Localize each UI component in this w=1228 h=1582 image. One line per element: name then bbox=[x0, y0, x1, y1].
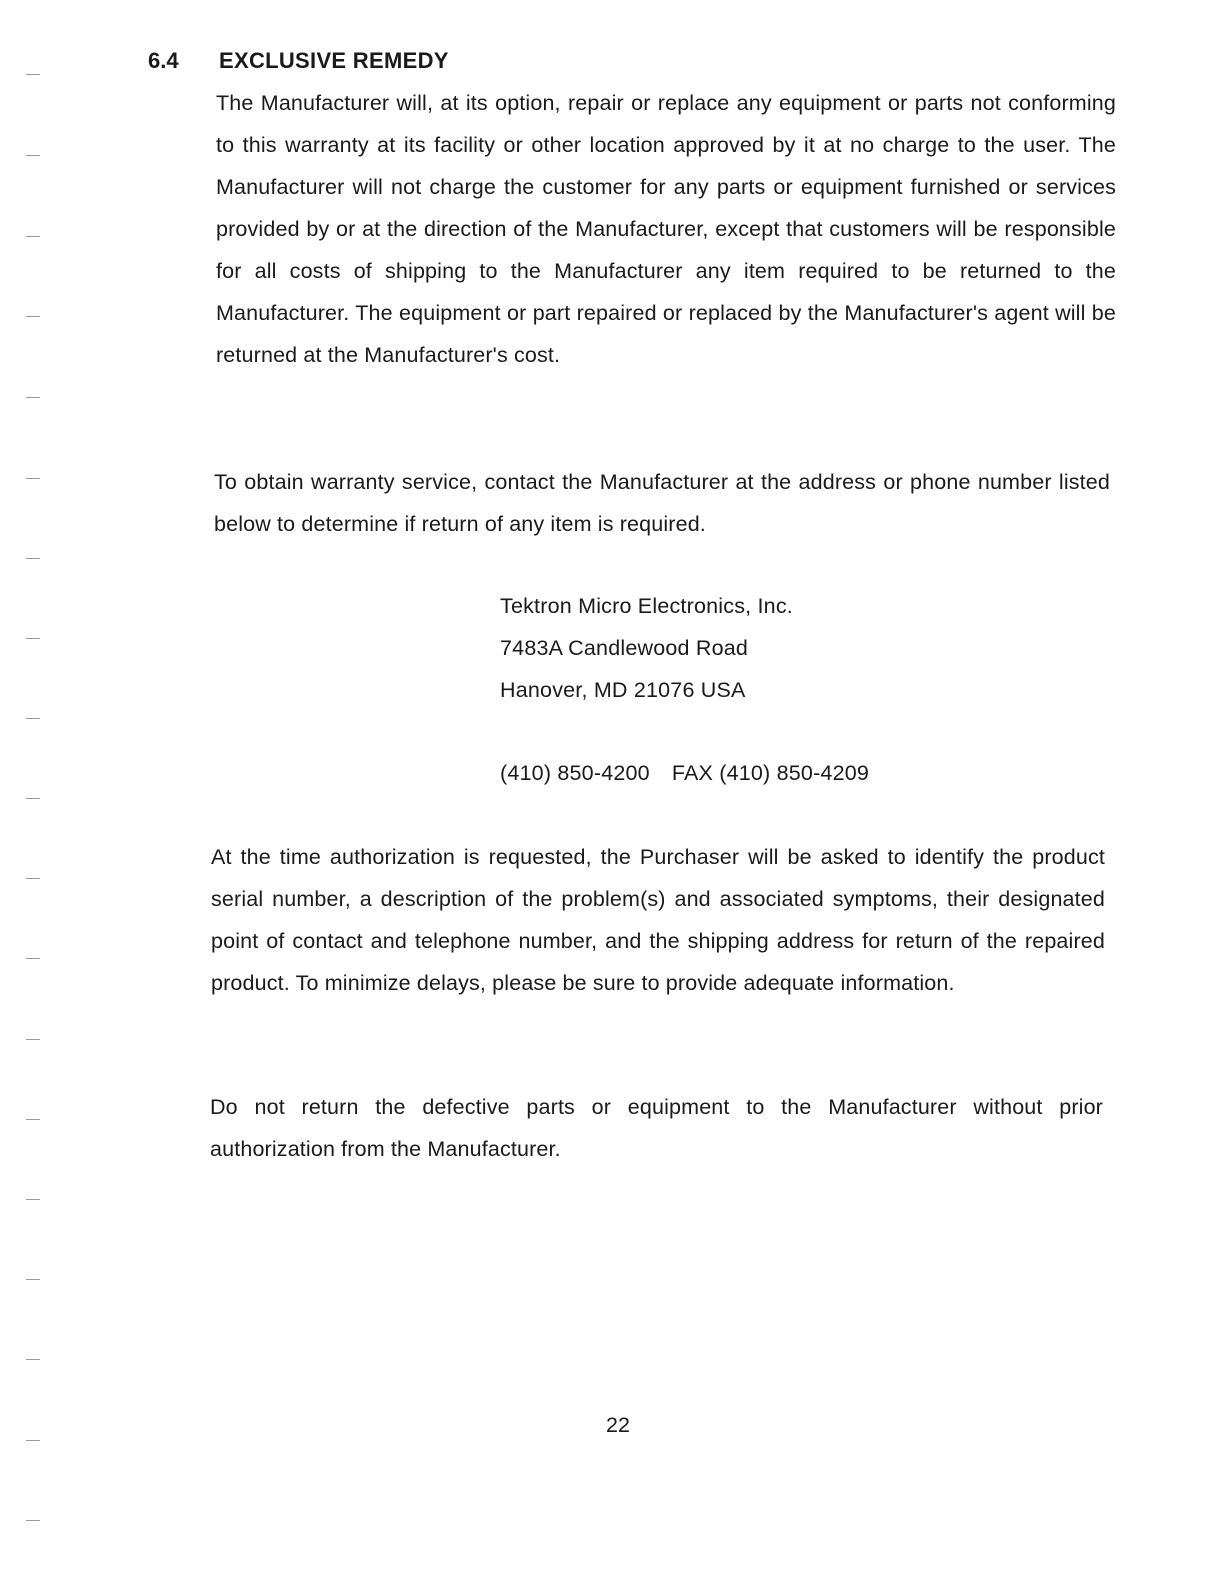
contact-numbers bbox=[500, 761, 869, 786]
margin-mark bbox=[26, 1279, 40, 1280]
paragraph-do-not-return: Do not return the defective parts or equipment to the Manufacturer without prior authorization from the Manufacturer. bbox=[210, 1095, 1103, 1161]
margin-mark bbox=[26, 798, 40, 799]
address-street: 7483A Candlewood Road bbox=[500, 636, 749, 660]
phone-number: (410) 850-4200 bbox=[500, 761, 650, 785]
paragraph-authorization: At the time authorization is requested, the Purchaser will be asked to identify the product serial number, a description of the problem(s) and associated symptoms, their designated point of contact and telephone number, and the shipping address for return of the repaired product. To minimize delays, please be sure to provide adequate information. bbox=[211, 845, 1105, 995]
section-number: 6.4 bbox=[148, 48, 179, 73]
paragraph-exclusive-remedy: The Manufacturer will, at its option, repair or replace any equipment or parts not conforming to this warranty at its facility or other location approved by it at no charge to the user. The Manufacturer will not charge the customer for any parts or equipment furnished or services provided by or at the direction of the Manufacturer, except that customers will be responsible for all costs of shipping to the Manufacturer any item required to be returned to the Manufacturer. The equipment or part repaired or replaced by the Manufacturer's agent will be returned at the Manufacturer's cost. bbox=[216, 91, 1116, 367]
margin-mark bbox=[26, 878, 40, 879]
margin-mark bbox=[26, 155, 40, 156]
margin-mark bbox=[26, 478, 40, 479]
address-company: Tektron Micro Electronics, Inc. bbox=[500, 594, 793, 618]
margin-mark bbox=[26, 1199, 40, 1200]
margin-mark bbox=[26, 638, 40, 639]
section-title: EXCLUSIVE REMEDY bbox=[219, 48, 449, 73]
margin-mark bbox=[26, 74, 40, 75]
margin-mark bbox=[26, 397, 40, 398]
margin-mark bbox=[26, 1440, 40, 1441]
margin-mark bbox=[26, 958, 40, 959]
margin-mark bbox=[26, 236, 40, 237]
margin-mark bbox=[26, 1520, 40, 1521]
paragraph-warranty-service: To obtain warranty service, contact the Manufacturer at the address or phone number listed below to determine if return of any item is required. bbox=[214, 470, 1110, 536]
page-number: 22 bbox=[606, 1413, 630, 1437]
margin-mark bbox=[26, 558, 40, 559]
fax-number: FAX (410) 850-4209 bbox=[671, 761, 870, 785]
margin-mark bbox=[26, 316, 40, 317]
margin-mark bbox=[26, 1119, 40, 1120]
address-city-state-zip: Hanover, MD 21076 USA bbox=[500, 678, 746, 702]
margin-mark bbox=[26, 1359, 40, 1360]
margin-mark bbox=[26, 1039, 40, 1040]
margin-mark bbox=[26, 718, 40, 719]
